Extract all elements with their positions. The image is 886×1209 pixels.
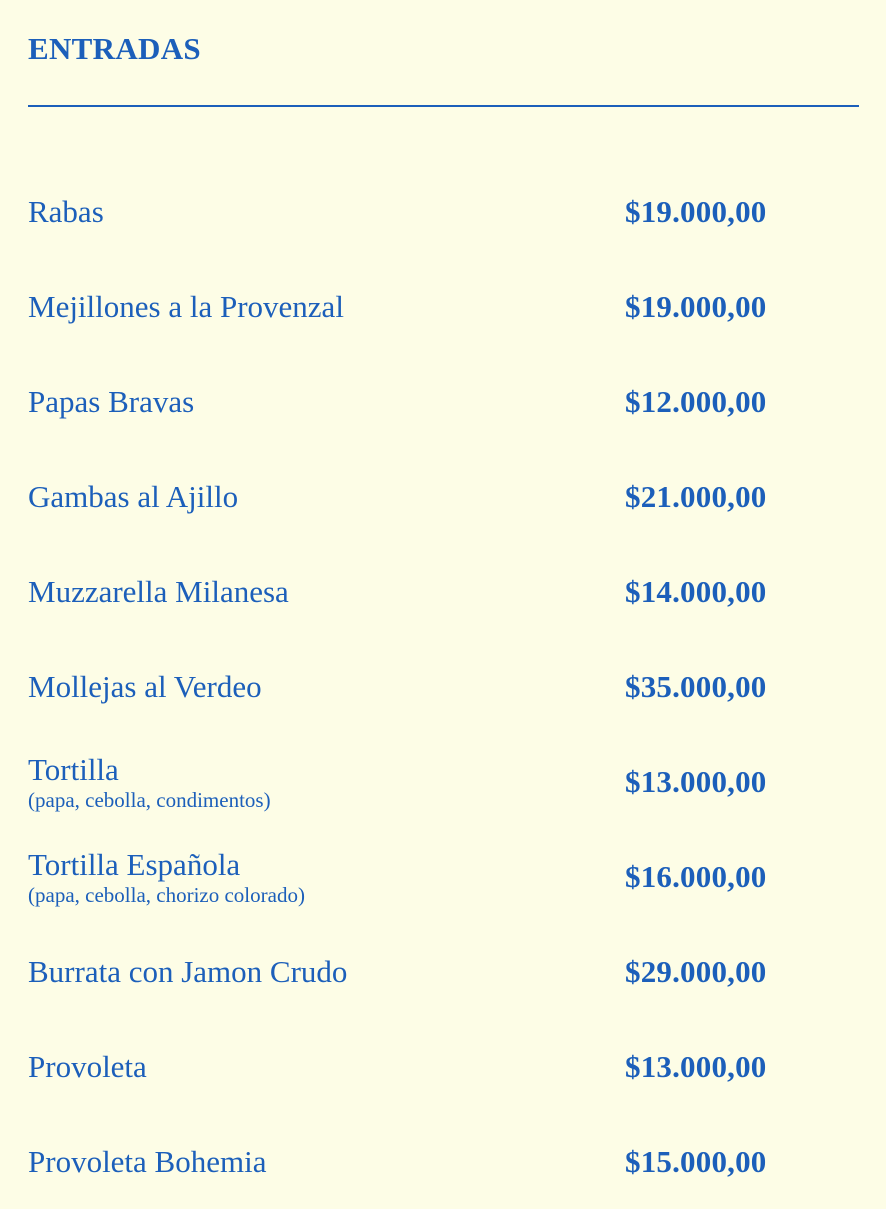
menu-item-price: $13.000,00 [625,763,767,799]
menu-item-name: Gambas al Ajillo [28,478,239,514]
menu-item-name-block [28,1019,147,1114]
menu-item-name-block [28,449,238,544]
menu-item [28,639,858,734]
menu-item-name: Provoleta Bohemia [28,1143,267,1179]
menu-item [28,354,858,449]
menu-item [28,734,858,829]
section-title: ENTRADAS [28,31,201,66]
menu-item-price: $15.000,00 [625,1143,767,1179]
menu-item-price: $14.000,00 [625,573,767,609]
menu-item-name: Mollejas al Verdeo [28,668,262,704]
menu-item [28,924,858,1019]
menu-item-price: $16.000,00 [625,858,767,894]
menu-item [28,829,858,924]
menu-item-name: Rabas [28,193,104,229]
menu-item-description: (papa, cebolla, condimentos) [28,787,271,812]
menu-item [28,1019,858,1114]
menu-item-name: Burrata con Jamon Crudo [28,953,348,989]
menu-item-name: Papas Bravas [28,383,195,419]
menu-item-name: Mejillones a la Provenzal [28,288,344,324]
menu-item-price: $35.000,00 [625,668,767,704]
menu-item-name-block [28,354,194,449]
menu-item-name: Muzzarella Milanesa [28,573,289,609]
menu-item-price: $13.000,00 [625,1048,767,1084]
menu-item-name-block [28,924,347,1019]
menu-item-price: $12.000,00 [625,383,767,419]
menu-item-price: $19.000,00 [625,288,767,324]
menu-item-name-block [28,734,271,829]
menu-item-name-block [28,544,289,639]
menu-item [28,449,858,544]
menu-item [28,259,858,354]
menu-item-name: Tortilla [28,751,119,787]
menu-item-price: $21.000,00 [625,478,767,514]
menu-item-description: (papa, cebolla, chorizo colorado) [28,882,305,907]
menu-item-price: $19.000,00 [625,193,767,229]
menu-item-name-block [28,1114,266,1209]
menu-item [28,544,858,639]
menu-item-name-block [28,829,305,924]
menu-item-price: $29.000,00 [625,953,767,989]
menu-item-name-block [28,639,262,734]
menu-list [28,164,858,1209]
menu-item-name-block [28,259,344,354]
menu-item [28,1114,858,1209]
section-divider [28,105,859,107]
menu-item-name: Provoleta [28,1048,147,1084]
menu-item [28,164,858,259]
menu-item-name-block [28,164,104,259]
menu-item-name: Tortilla Española [28,846,241,882]
